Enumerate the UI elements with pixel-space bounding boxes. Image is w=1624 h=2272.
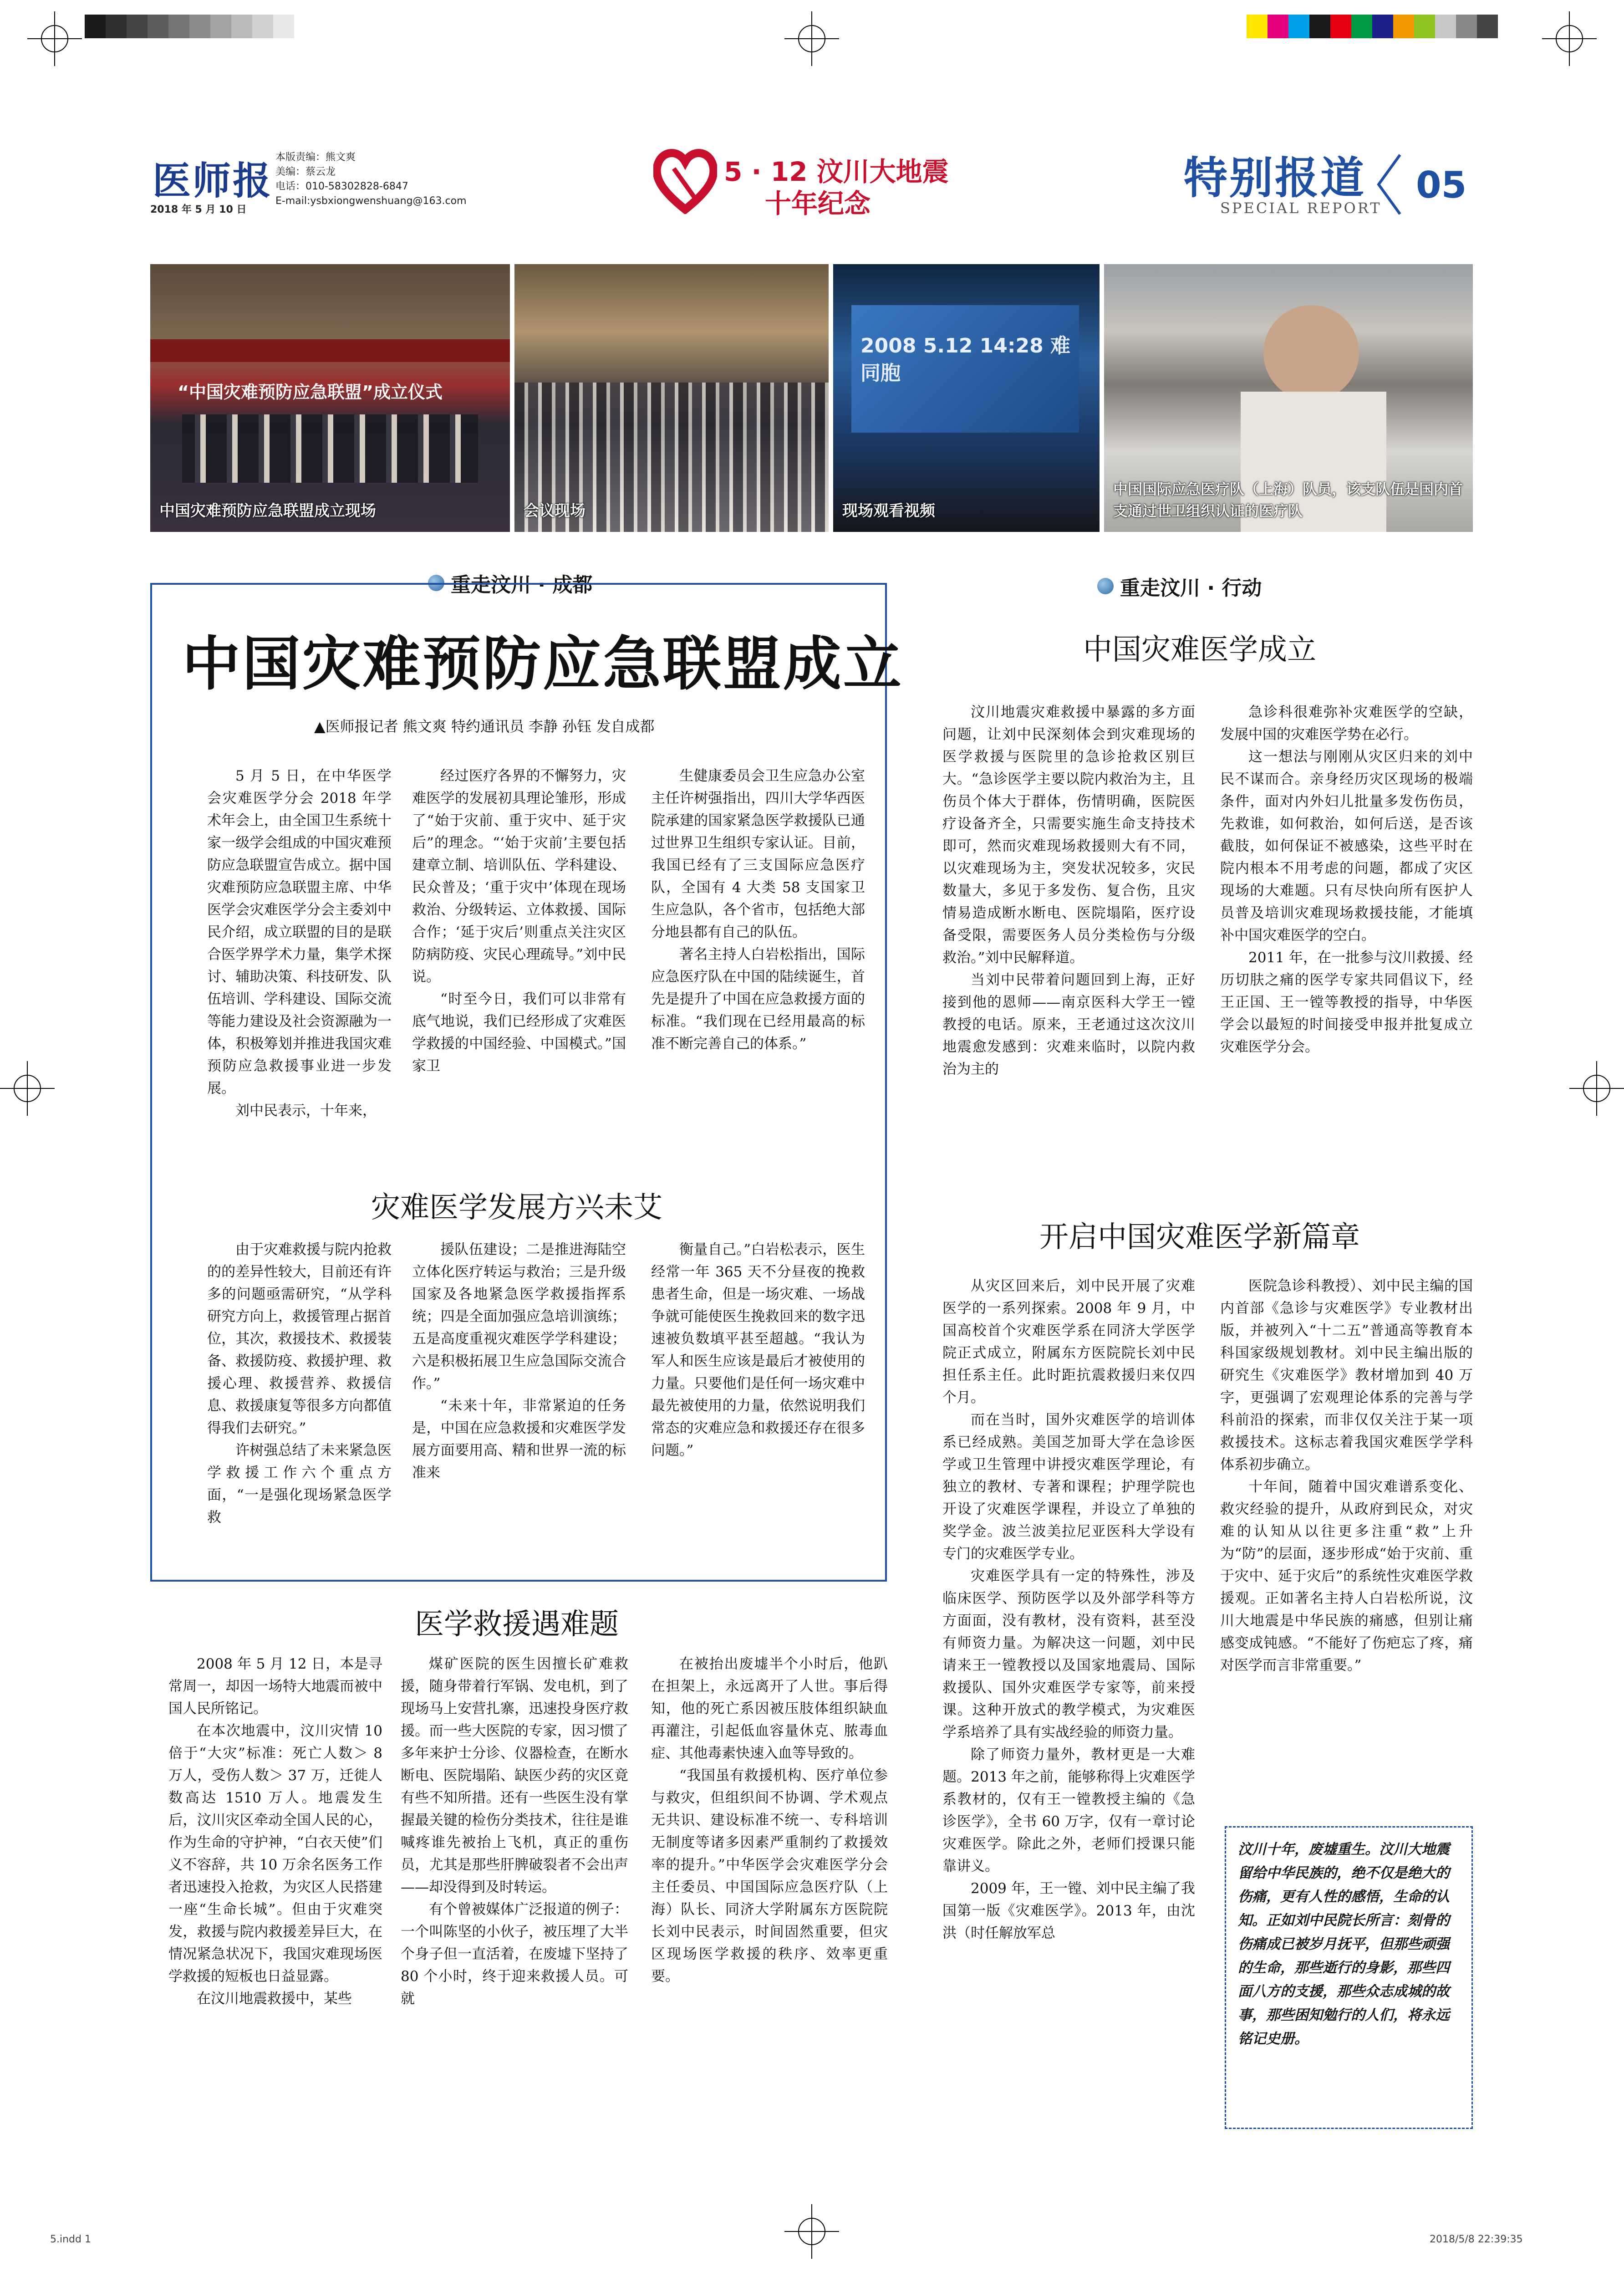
registration-swatch bbox=[1477, 15, 1498, 38]
rescue-col2: 煤矿医院的医生因擅长矿难救援，随身带着行军锅、发电机，到了现场马上安营扎寨，迅速投身医疗救援。而一些大医院的专家，因习惯了多年来护士分诊、仪器检查，在断水断电、医院塌陷、缺医少药的灾区竟有些不知所措。还有一些医生没有掌握最关键的检伤分类技术，往往是谁喊疼谁先被抬上飞机，真正的重伤员，尤其是那些肝脾破裂者不会出声——却没得到及时转运。 有个曾被媒体广泛报道的例子：一个叫陈坚的小伙子，被压埋了大半个身子但一直活着，在废墟下坚持了 80 个小时，终于迎来救援人员。可就 bbox=[401, 1656, 628, 2007]
issue-date: 2018 年 5 月 10 日 bbox=[150, 204, 247, 215]
photo-video-screen bbox=[833, 264, 1100, 532]
left-subhead: 灾难医学发展方兴未艾 bbox=[371, 1191, 662, 1225]
registration-swatch bbox=[1456, 15, 1477, 38]
photo-alliance-ceremony bbox=[150, 264, 510, 532]
newspaper-logo: 医师报 bbox=[153, 158, 273, 203]
section-tag-chengdu: 重走汶川 · 成都 bbox=[428, 568, 592, 597]
registration-swatch bbox=[1268, 15, 1288, 38]
right-sub-col2: 医院急诊科教授）、刘中民主编的国内首部《急诊与灾难医学》专业教材出版，并被列入“十二五”普通高等教育本科国家级规划教材。刘中民主编出版的研究生《灾难医学》教材增加到 40 万字，更强调了宏观理论体系的完善与学科前沿的探索，而非仅仅关注于某一项救援技术。这标志着我国灾难医学学科体系初步确立。 十年间，随着中国灾难谱系变化、救灾经验的提升，从政府到民众，对灾难的认知从以往更多注重“救”上升为“防”的层面，逐步形成“始于灾前、重于灾中、延于灾后”的系统性灾难医学救援观。正如著名主持人白岩松所说，汶川大地震是中华民族的痛感，但别让痛感变成钝感。“不能好了伤疤忘了疼，痛对医学而言非常重要。” bbox=[1220, 1278, 1473, 1674]
event-title-line1: 5 · 12 汶川大地震 bbox=[724, 156, 949, 187]
section-title: 特别报道 bbox=[1184, 153, 1366, 204]
registration-swatch bbox=[168, 15, 189, 38]
right-col1: 汶川地震灾难救援中暴露的多方面问题，让刘中民深刻体会到灾难现场的医学救援与医院里的急诊抢救区别巨大。“急诊医学主要以院内救治为主，且伤员个体大于群体，伤情明确，医院医疗设备齐全，只需要实施生命支持技术即可，然而灾难现场救援则大有不同，以灾难现场为主，突发状况较多，灾民数量大，多见于多发伤、复合伤，且灾情易造成断水断电、医院塌陷，医疗设备受限，需要医务人员分类检伤与分级救治。”刘中民解释道。 当刘中民带着问题回到上海，正好接到他的恩师——南京医科大学王一镗教授的电话。原来，王老通过这次汶川地震愈发感到：灾难来临时，以院内救治为主的 bbox=[942, 704, 1195, 1077]
left-sub-col2: 援队伍建设；二是推进海陆空立体化医疗转运与救治；三是升级国家及各地紧急医学救援指挥系统；四是全面加强应急培训演练；五是高度重视灾难医学学科建设；六是积极拓展卫生应急国际交流合作。” “未来十年，非常紧迫的任务是，中国在应急救援和灾难医学发展方面要用高、精和世界一流的标准来 bbox=[412, 1241, 626, 1481]
bullet-icon bbox=[1097, 578, 1114, 594]
crop-mark-top-center bbox=[784, 11, 839, 66]
registration-bar-color bbox=[1247, 15, 1498, 38]
editor-credits: 本版责编：熊文爽 美编：蔡云龙 电话：010-58302828-6847 E-mail:ysbxiongwenshuang@163.com bbox=[275, 152, 467, 207]
photo-screen-text: 2008 5.12 14:28 难同胞 bbox=[860, 334, 1071, 385]
section-title-en: SPECIAL REPORT bbox=[1220, 199, 1382, 217]
left-article-col1: 5 月 5 日，在中华医学会灾难医学分会 2018 年学术年会上，由全国卫生系统十家一级学会组成的中国灾难预防应急联盟宣告成立。据中国灾难预防应急联盟主席、中华医学会灾难医学分会主委刘中民介绍，成立联盟的目的是联合医学界学术力量，集学术探讨、辅助决策、科技研发、队伍培训、学科建设、国际交流等能力建设及社会资源融为一体，积极筹划并推进我国灾难预防应急救援事业进一步发展。 刘中民表示，十年来， bbox=[207, 768, 392, 1119]
registration-swatch bbox=[1309, 15, 1330, 38]
photo-caption: 中国灾难预防应急联盟成立现场 bbox=[159, 502, 376, 520]
registration-swatch bbox=[1393, 15, 1414, 38]
registration-swatch bbox=[1351, 15, 1372, 38]
photo-medical-team bbox=[1104, 264, 1473, 532]
rescue-col1: 2008 年 5 月 12 日，本是寻常周一，却因一场特大地震而被中国人民所铭记。 在本次地震中，汶川灾情 10 倍于“大灾”标准：死亡人数＞ 8 万人，受伤人数＞ 37 万，迁徙人数高达 1510 万人。地震发生后，汶川灾区牵动全国人民的心，作为生命的守护神，“白衣天使”们义不容辞，共 10 万余名医务工作者迅速投入抢救，为灾区人民搭建一座“生命长城”。但由于灾难突发，救援与院内救援差异巨大，在情况紧急状况下，我国灾难现场医学救援的短板也日益显露。 在汶川地震救援中，某些 bbox=[168, 1656, 382, 2007]
right-headline: 中国灾难医学成立 bbox=[1083, 633, 1316, 667]
left-article-col2: 经过医疗各界的不懈努力，灾难医学的发展初具理论雏形，形成了“始于灾前、重于灾中、延于灾后”的理念。“‘始于灾前’主要包括建章立制、培训队伍、学科建设、民众普及；‘重于灾中’体现在现场救治、分级转运、立体救援、国际合作；‘延于灾后’则重点关注灾区防病防疫、灾民心理疏导。”刘中民说。 “时至今日，我们可以非常有底气地说，我们已经形成了灾难医学救援的中国经验、中国模式。”国家卫 bbox=[412, 768, 626, 1074]
rescue-headline: 医学救援遇难题 bbox=[415, 1608, 619, 1641]
photo-banner-text: “中国灾难预防应急联盟”成立仪式 bbox=[178, 382, 443, 402]
left-sub-col3: 衡量自己。”白岩松表示，医生经常一年 365 天不分昼夜的挽救患者生命，但是一场灾难、一场战争就可能使医生挽救回来的数字迅速被负数填平甚至超越。“我认为军人和医生应该是最后才被使用的力量。只要他们是任何一场灾难中最先被使用的力量，依然说明我们常态的灾难应急和救援还存在很多问题。” bbox=[651, 1241, 865, 1459]
left-sub-col1: 由于灾难救援与院内抢救的的差异性较大，目前还有许多的问题亟需研究，“从学科研究方向上，救援管理占据首位，其次，救援技术、救援装备、救援防疫、救援护理、救援心理、救援营养、救援信息、救援康复等很多方向都值得我们去研究。” 许树强总结了未来紧急医学救援工作六个重点方面，“一是强化现场紧急医学救 bbox=[207, 1241, 392, 1526]
registration-swatch bbox=[210, 15, 231, 38]
photo-conference-hall bbox=[514, 264, 829, 532]
crop-mark-top-left bbox=[27, 11, 82, 66]
registration-swatch bbox=[231, 15, 252, 38]
footer-file: 5.indd 1 bbox=[50, 2234, 91, 2245]
registration-swatch bbox=[106, 15, 127, 38]
article-headline: 中国灾难预防应急联盟成立 bbox=[182, 630, 904, 698]
right-sub-col1: 从灾区回来后，刘中民开展了灾难医学的一系列探索。2008 年 9 月，中国高校首个灾难医学系在同济大学医学院正式成立，附属东方医院院长刘中民担任系主任。此时距抗震救援归来仅四个月。 而在当时，国外灾难医学的培训体系已经成熟。美国芝加哥大学在急诊医学或卫生管理中讲授灾难医学理论，有独立的教材、专著和课程；护理学院也开设了灾难医学课程，并设立了单独的奖学金。波兰波美拉尼亚医科大学设有专门的灾难医学专业。 灾难医学具有一定的特殊性，涉及临床医学、预防医学以及外部学科等方方面面，没有教材，没有资料，甚至没有师资力量。为解决这一问题，刘中民请来王一镗教授以及国家地震局、国际救援队、国外灾难医学专家等，前来授课。这种开放式的教学模式，为灾难医学系培养了具有实战经验的师资力量。 除了师资力量外，教材更是一大难题。2013 年之前，能够称得上灾难医学系教材的，仅有王一镗教授主编的《急诊医学》，全书 60 万字，仅有一章讨论灾难医学。除此之外，老师们授课只能靠讲义。 2009 年，王一镗、刘中民主编了我国第一版《灾难医学》。2013 年，由沈洪（时任解放军总 bbox=[942, 1278, 1195, 1941]
photo-caption: 现场观看视频 bbox=[842, 502, 935, 520]
crop-mark-mid-right bbox=[1569, 1061, 1624, 1116]
event-title-line2: 十年纪念 bbox=[765, 188, 871, 219]
registration-swatch bbox=[85, 15, 106, 38]
heart-ribbon-icon bbox=[653, 146, 717, 214]
rescue-col3: 在被抬出废墟半个小时后，他趴在担架上，永远离开了人世。事后得知，他的死亡系因被压肢体组织缺血再灌注，引起低血容量休克、脓毒血症、其他毒素快速入血等导致的。 “我国虽有救援机构、医疗单位参与救灾，但组织间不协调、学术观点无共识、建设标准不统一、专科培训无制度等诸多因素严重制约了救援效率的提升。”中华医学会灾难医学分会主任委员、中国国际应急医疗队（上海）队长、同济大学附属东方医院院长刘中民表示，时间固然重要，但灾区现场医学救援的秩序、效率更重要。 bbox=[651, 1656, 888, 1985]
section-tag-action: 重走汶川 · 行动 bbox=[1097, 572, 1262, 601]
right-subhead: 开启中国灾难医学新篇章 bbox=[1039, 1220, 1360, 1254]
chevron-left-icon bbox=[1375, 153, 1402, 216]
registration-swatch bbox=[1414, 15, 1435, 38]
registration-swatch bbox=[1372, 15, 1393, 38]
crop-mark-top-right bbox=[1542, 11, 1597, 66]
right-col2: 急诊科很难弥补灾难医学的空缺，发展中国的灾难医学势在必行。 这一想法与刚刚从灾区归来的刘中民不谋而合。亲身经历灾区现场的极端条件，面对内外妇儿批量多发伤伤员，先救谁，如何救治，如何后送，是否该截肢，如何保证不被感染，这些平时在院内根本不用考虑的问题，都成了灾区现场的大难题。只有尽快向所有医护人员普及培训灾难现场救援技能，才能填补中国灾难医学的空白。 2011 年，在一批参与汶川救援、经历切肤之痛的医学专家共同倡议下，经王正国、王一镗等教授的指导，中华医学会以最短的时间接受申报并批复成立灾难医学分会。 bbox=[1220, 704, 1473, 1055]
registration-swatch bbox=[1330, 15, 1351, 38]
footer-timestamp: 2018/5/8 22:39:35 bbox=[1430, 2234, 1523, 2245]
registration-bar-grayscale bbox=[85, 15, 294, 38]
registration-swatch bbox=[1435, 15, 1456, 38]
page-number: 05 bbox=[1416, 164, 1467, 206]
registration-swatch bbox=[252, 15, 273, 38]
registration-swatch bbox=[273, 15, 294, 38]
article-byline: ▲医师报记者 熊文爽 特约通讯员 李静 孙钰 发自成都 bbox=[314, 718, 655, 735]
crop-mark-bottom-center bbox=[784, 2204, 839, 2259]
registration-swatch bbox=[1247, 15, 1268, 38]
registration-swatch bbox=[148, 15, 168, 38]
photo-caption: 会议现场 bbox=[524, 502, 585, 520]
registration-swatch bbox=[1288, 15, 1309, 38]
registration-swatch bbox=[189, 15, 210, 38]
crop-mark-mid-left bbox=[0, 1061, 55, 1116]
registration-swatch bbox=[127, 15, 148, 38]
editorial-sidebar: 汶川十年，废墟重生。汶川大地震留给中华民族的，绝不仅是绝大的伤痛，更有人性的感悟，生命的认知。正如刘中民院长所言：刻骨的伤痛成已被岁月抚平，但那些顽强的生命，那些逝行的身影，那些四面八方的支援，那些众志成城的故事，那些困知勉行的人们，将永远铭记史册。 bbox=[1225, 1826, 1473, 2129]
photo-caption: 中国国际应急医疗队（上海）队员，该支队伍是国内首支通过世卫组织认证的医疗队 bbox=[1113, 480, 1463, 520]
left-article-col3: 生健康委员会卫生应急办公室主任许树强指出，四川大学华西医院承建的国家紧急医学救援队已通过世界卫生组织专家认证。目前，我国已经有了三支国际应急医疗队，全国有 4 大类 58 支国家卫生应急队，各个省市，包括绝大部分地县都有自己的队伍。 著名主持人白岩松指出，国际应急医疗队在中国的陆续诞生，首先是提升了中国在应急救援方面的标准。“我们现在已经用最高的标准不断完善自己的体系。” bbox=[651, 768, 865, 1052]
